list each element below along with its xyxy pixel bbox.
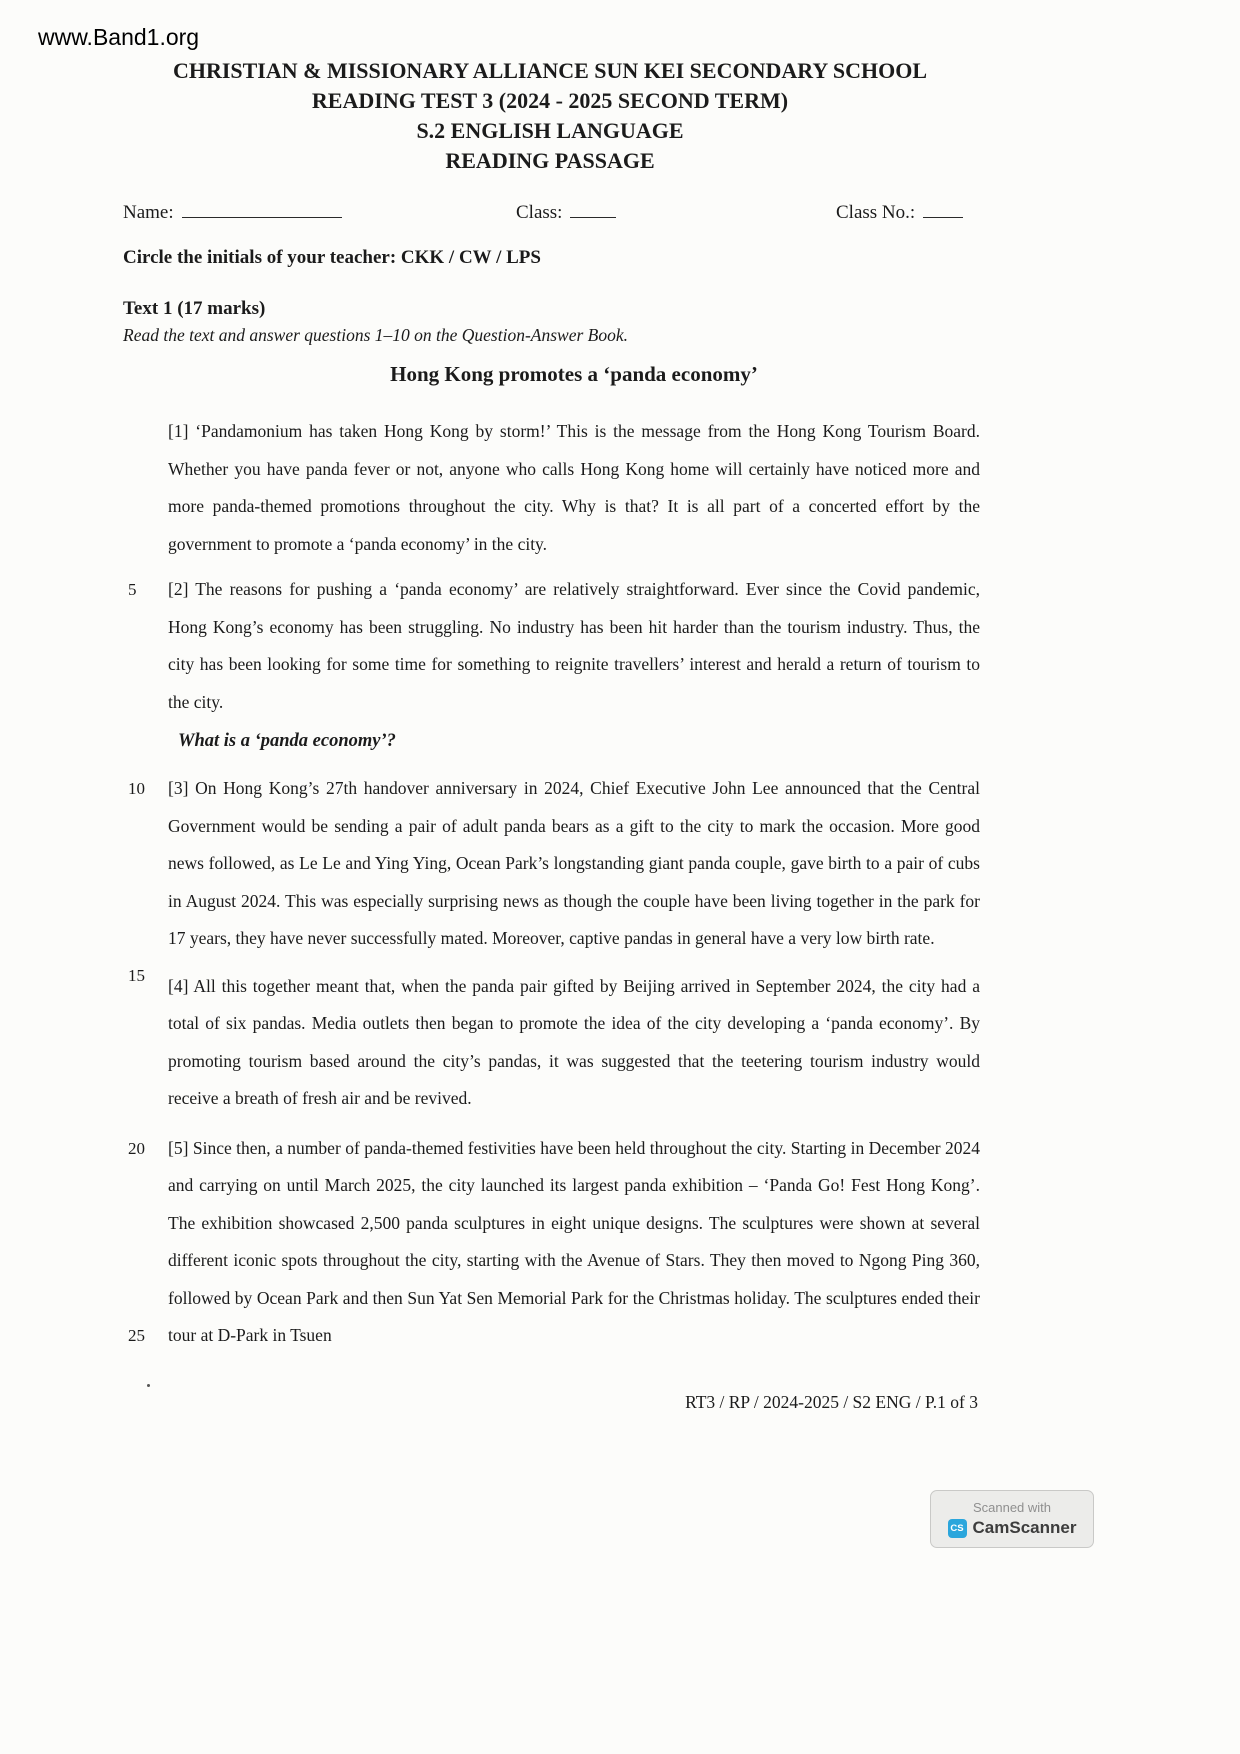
scanned-with-label: Scanned with — [972, 1500, 1052, 1515]
camscanner-brand-row — [948, 1518, 1077, 1538]
passage-paragraph-4 — [168, 968, 980, 1118]
line-number-15: 15 — [128, 966, 145, 985]
passage-paragraph-2 — [128, 571, 980, 721]
school-name: CHRISTIAN & MISSIONARY ALLIANCE SUN KEI SECONDARY SCHOOL — [172, 58, 928, 83]
name-label: Name: — [123, 202, 174, 223]
name-field — [123, 198, 342, 224]
student-info-row — [123, 198, 1103, 230]
paragraph-text: [2] The reasons for pushing a ‘panda economy’ are relatively straightforward. Ever since the Covid pandemic, Hong Kong’s economy has been struggling. No industry has been hit harder than the tourism industry. Thus, the city has been looking for some time for something to reignite travellers’ interest and herald a return of tourism to the city. — [168, 579, 980, 712]
paragraph-text: [4] All this together meant that, when the panda pair gifted by Beijing arrived in September 2024, the city had a total of six pandas. Media outlets then began to promote the idea of the city developing a ‘panda economy’. By promoting tourism based around the city’s pandas, it was suggested that the teetering tourism industry would receive a breath of fresh air and be revived. — [168, 975, 980, 1108]
paper-type: READING PASSAGE — [445, 148, 655, 173]
test-title: READING TEST 3 (2024 - 2025 SECOND TERM) — [311, 88, 789, 113]
subject-line: S.2 ENGLISH LANGUAGE — [416, 118, 684, 143]
document-header — [40, 56, 1060, 176]
text1-heading: Text 1 (17 marks) — [123, 298, 266, 319]
name-blank — [182, 198, 342, 218]
passage-paragraph-1 — [168, 413, 980, 563]
class-no-label: Class No.: — [836, 202, 916, 223]
camscanner-badge — [930, 1490, 1094, 1548]
teacher-instruction: Circle the initials of your teacher: CKK / CW / LPS — [123, 247, 541, 268]
paragraph-text: [3] On Hong Kong’s 27th handover anniversary in 2024, Chief Executive John Lee announced that the Central Government would be sending a pair of adult panda bears as a gift to the city to mark the occasion. More good news followed, as Le Le and Ying Ying, Ocean Park’s longstanding giant panda couple, gave birth to a pair of cubs in August 2024. This was especially surprising news as though the couple have been living together in the park for 17 years, they have never successfully mated. Moreover, captive pandas in general have a very low birth rate. — [168, 778, 980, 948]
passage-title: Hong Kong promotes a ‘panda economy’ — [390, 362, 758, 386]
class-no-blank — [923, 198, 963, 218]
class-no-field — [836, 198, 963, 224]
class-field — [516, 198, 616, 224]
line-number-25: 25 — [128, 1325, 145, 1345]
class-blank — [570, 198, 616, 218]
scan-artifact-dot — [147, 1384, 150, 1387]
passage-subheading: What is a ‘panda economy’? — [178, 731, 396, 751]
text1-instruction: Read the text and answer questions 1–10 on the Question-Answer Book. — [123, 325, 628, 345]
camscanner-label: CamScanner — [972, 1518, 1077, 1537]
line-number-10: 10 — [128, 779, 145, 798]
paragraph-text: [5] Since then, a number of panda-themed festivities have been held throughout the city. Starting in December 2024 and carrying on until March 2025, the city launched its largest panda exhibition – ‘Panda Go! Fest Hong Kong’. The exhibition showcased 2,500 panda sculptures in eight unique designs. The sculptures were shown at several different iconic spots throughout the city, starting with the Avenue of Stars. They then moved to Ngong Ping 360, followed by Ocean Park and then Sun Yat Sen Memorial Park for the Christmas holiday. The sculptures ended their tour at D-Park in Tsuen — [168, 1137, 980, 1345]
site-watermark: www.Band1.org — [38, 24, 200, 50]
passage-paragraph-5 — [128, 1130, 980, 1355]
paragraph-text: [1] ‘Pandamonium has taken Hong Kong by storm!’ This is the message from the Hong Kong Tourism Board. Whether you have panda fever or not, anyone who calls Hong Kong home will certainly have noticed more and more panda-themed promotions throughout the city. Why is that? It is all part of a concerted effort by the government to promote a ‘panda economy’ in the city. — [168, 421, 980, 554]
passage-paragraph-3 — [128, 770, 980, 985]
class-label: Class: — [516, 202, 563, 223]
page-footer: RT3 / RP / 2024-2025 / S2 ENG / P.1 of 3 — [685, 1392, 978, 1412]
line-number-5: 5 — [128, 580, 137, 599]
line-number-20: 20 — [128, 1138, 145, 1158]
reading-passage — [128, 362, 980, 1355]
camscanner-cs-icon: CS — [948, 1519, 967, 1538]
